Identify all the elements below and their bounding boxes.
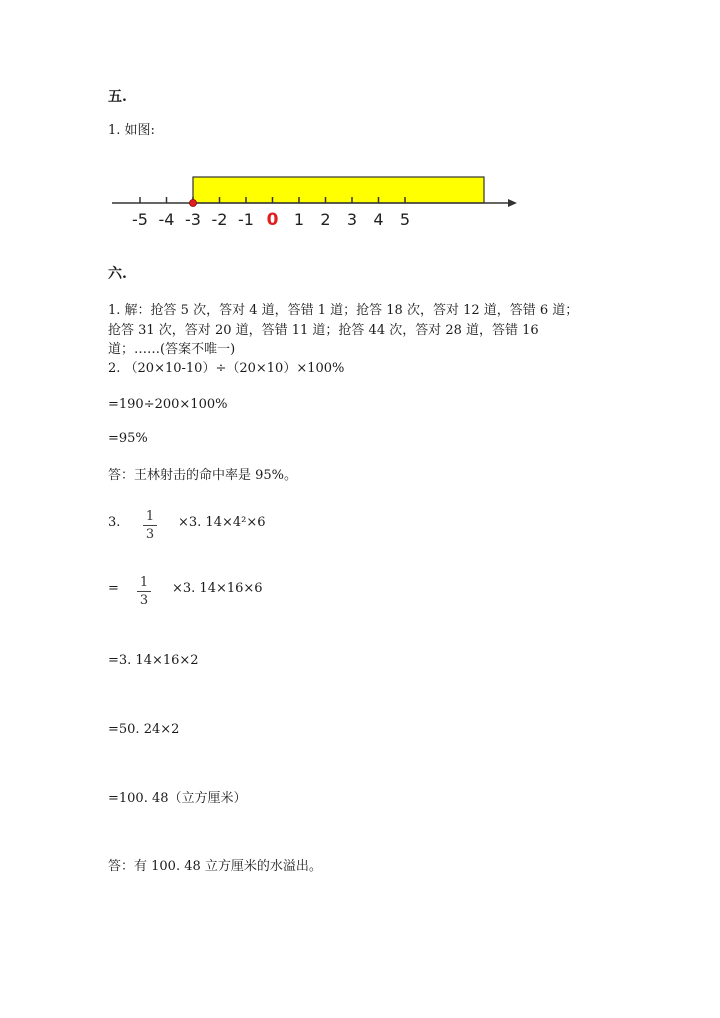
q2-answer: 答：王林射击的命中率是 95%。 [108, 468, 298, 483]
highlight-region [193, 177, 484, 203]
q3-label: 3. [108, 515, 121, 530]
question-1-label: 1. 如图: [108, 123, 155, 138]
q3-step-2: =3. 14×16×2 [108, 653, 199, 668]
tick-label: 1 [293, 210, 305, 229]
tick-label: 2 [320, 210, 331, 229]
q3-step-4: =100. 48（立方厘米） [108, 791, 247, 806]
tick-label: -3 [185, 210, 201, 229]
fraction-denominator: 3 [139, 593, 149, 608]
fraction-one-third [143, 510, 157, 541]
tick-label: -5 [132, 210, 148, 229]
tick-label: -1 [238, 210, 254, 229]
q1-answer-line-3: 道；……(答案不唯一) [108, 342, 236, 357]
section-5-heading: 五. [108, 89, 127, 105]
q1-answer-line-2: 抢答 31 次，答对 20 道，答错 11 道；抢答 44 次，答对 28 道，答错 16 [108, 323, 539, 338]
tick-label: 3 [346, 210, 358, 229]
q3-equals: = [108, 581, 119, 596]
fraction-numerator: 1 [143, 510, 157, 526]
q1-answer-line-1: 1. 解：抢答 5 次，答对 4 道，答错 1 道；抢答 18 次，答对 12 道，答错 6 道； [108, 303, 579, 318]
q3-answer: 答：有 100. 48 立方厘米的水溢出。 [108, 859, 322, 874]
tick-label: 0 [266, 210, 279, 230]
fraction-numerator: 1 [137, 576, 151, 592]
tick-label: 4 [373, 210, 384, 229]
start-point-marker [190, 200, 197, 207]
q3-step-3: =50. 24×2 [108, 722, 180, 737]
q2-step-2: =95% [108, 431, 148, 446]
section-6-heading: 六. [108, 266, 127, 282]
q2-expression: 2. （20×10-10）÷（20×10）×100% [108, 361, 345, 376]
tick-label: -4 [158, 210, 175, 229]
axis-arrow [508, 199, 517, 207]
fraction-one-third-2 [137, 576, 151, 607]
tick-label: 5 [399, 210, 411, 229]
q3-step-1: ×3. 14×16×6 [172, 581, 263, 596]
q2-step-1: =190÷200×100% [108, 397, 228, 412]
number-line-figure [100, 165, 520, 235]
q3-expression: ×3. 14×4²×6 [178, 515, 266, 530]
fraction-denominator: 3 [145, 527, 155, 542]
tick-label: -2 [211, 210, 228, 229]
